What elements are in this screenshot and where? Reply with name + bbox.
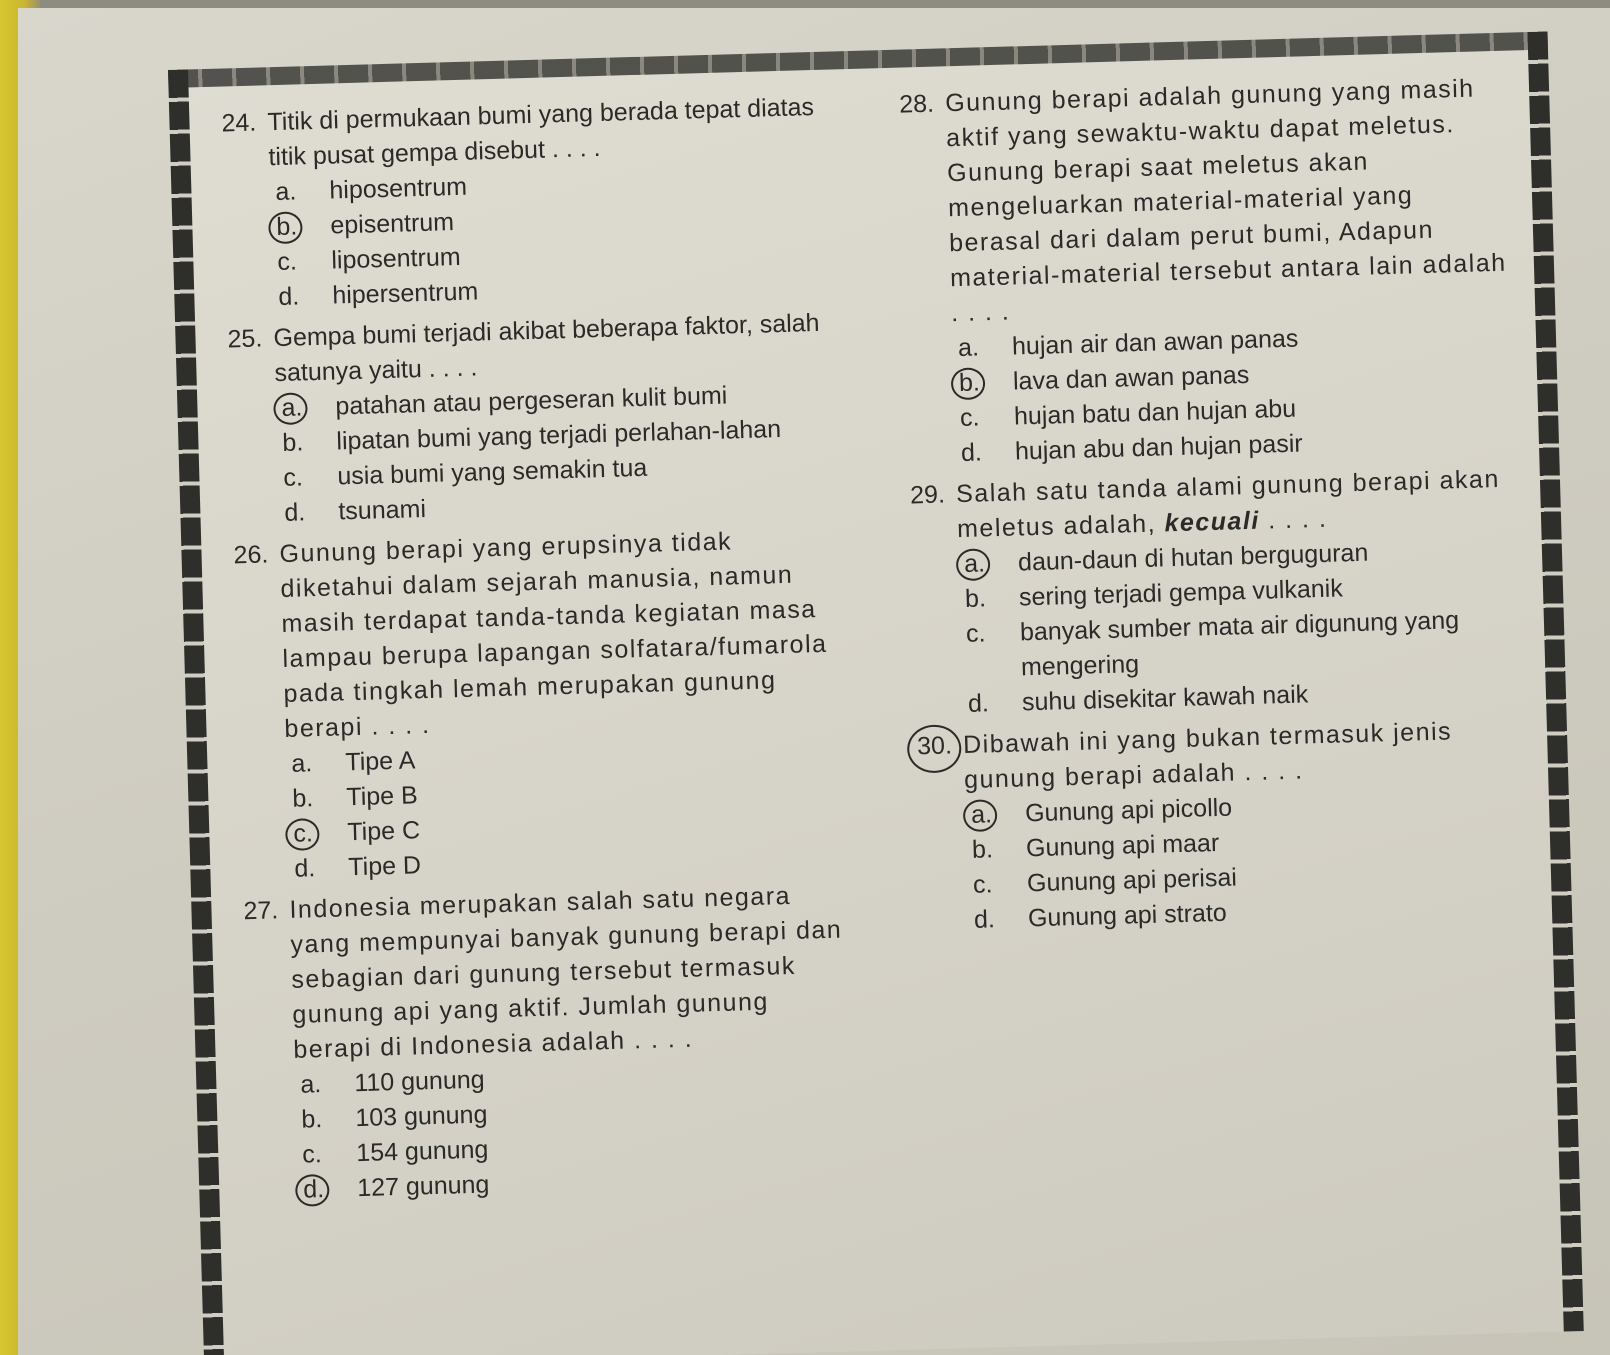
emphasis-word: kecuali <box>1164 506 1261 538</box>
right-column <box>899 71 1533 946</box>
question-text: Gempa bumi terjadi akibat beberapa faktor, salah satunya yaitu . . . . <box>273 308 820 388</box>
option-text: daun-daun di hutan berguguran <box>1017 538 1369 577</box>
page-border-left <box>168 69 224 1355</box>
option-label: c. <box>972 870 993 899</box>
option-text: lava dan awan panas <box>1012 360 1250 396</box>
option-label: c. <box>283 463 304 492</box>
option-text: episentrum <box>330 208 455 240</box>
option-label: d. <box>293 854 316 883</box>
option-text: sering terjadi gempa vulkanik <box>1018 574 1344 612</box>
option-text: Tipe D <box>347 851 422 882</box>
question-25 <box>227 306 833 533</box>
question-text: Gunung berapi adalah gunung yang masih aktif yang sewaktu-waktu dapat meletus. Gunung berapi saat meletus akan mengeluarkan material-material yang berasal dari dalam perut bumi, Adapun material-material tersebut antara lain adalah . . . . <box>944 74 1507 328</box>
option-label-circled: a. <box>281 389 336 425</box>
option-label-circled: c. <box>293 815 348 851</box>
option-text: hujan batu dan hujan abu <box>1013 394 1297 431</box>
question-number: 25. <box>227 324 263 354</box>
option-label: d. <box>973 905 996 934</box>
option-label: a. <box>957 333 980 363</box>
option-text: hujan abu dan hujan pasir <box>1014 429 1303 466</box>
option-label-circled: a. <box>964 545 1019 581</box>
option-label: c. <box>277 247 298 277</box>
option-label: a. <box>275 177 297 207</box>
question-number-circled: 30. <box>917 728 965 799</box>
left-column <box>221 90 852 1215</box>
option-text: liposentrum <box>330 242 461 275</box>
option-text: Tipe B <box>345 781 419 812</box>
option-label-circled: b. <box>959 365 1014 401</box>
option-text: patahan atau pergeseran kulit bumi <box>335 381 728 421</box>
option-label: c. <box>959 403 980 433</box>
question-number: 26. <box>233 540 269 570</box>
question-text: Dibawah ini yang bukan termasuk jenis gunung berapi adalah . . . . <box>962 717 1453 795</box>
option-label: d. <box>960 438 983 468</box>
option-text: tsunami <box>338 494 427 526</box>
question-26 <box>233 522 843 889</box>
question-text: Gunung berapi yang erupsinya tidak diketahui dalam sejarah manusia, namun masih terdapat tanda-tanda kegiatan masa lampau berupa lapangan solfatara/fumarola pada tingkah lemah merupakan gunung berapi . . . . <box>279 527 828 744</box>
question-number: 24. <box>221 108 257 138</box>
option-label: a. <box>299 1070 322 1099</box>
option-label: d. <box>284 498 306 527</box>
question-29 <box>910 461 1527 723</box>
option-text: Tipe A <box>345 746 416 777</box>
option-label-circled: a. <box>971 796 1026 832</box>
option-text: Gunung api picollo <box>1024 793 1233 828</box>
option-text: usia bumi yang semakin tua <box>337 453 648 491</box>
option-label: d. <box>967 689 990 718</box>
question-text: Titik di permukaan bumi yang berada tepat diatas titik pusat gempa disebut . . . . <box>267 92 815 172</box>
question-30 <box>917 712 1533 939</box>
option-text: 154 gunung <box>355 1135 489 1168</box>
option-text: hiposentrum <box>329 172 468 205</box>
option-text: Gunung api perisai <box>1026 863 1238 898</box>
worksheet-page <box>168 31 1584 1355</box>
option-text: Gunung api strato <box>1027 898 1228 933</box>
question-number: 27. <box>243 896 279 926</box>
option-label: c. <box>965 619 986 648</box>
option-text: hipersentrum <box>331 277 479 310</box>
option-text: Gunung api maar <box>1025 828 1220 863</box>
option-text: hujan air dan awan panas <box>1011 324 1299 361</box>
option-text: suhu disekitar kawah naik <box>1021 680 1309 717</box>
option-label: d. <box>277 282 300 312</box>
question-24 <box>221 90 827 317</box>
option-text: banyak sumber mata air digunung yang mengering <box>1019 606 1460 682</box>
option-label-circled: d. <box>303 1171 358 1207</box>
option-label: b. <box>964 584 987 613</box>
question-28 <box>899 71 1520 473</box>
option-text: Tipe C <box>346 816 421 847</box>
option-label: a. <box>291 749 313 778</box>
question-number: 29. <box>909 480 946 510</box>
option-text: 127 gunung <box>356 1170 490 1203</box>
paper-sheet <box>18 8 1610 1355</box>
question-text: Indonesia merupakan salah satu negara yang mempunyai banyak gunung berapi dan sebagian dari gunung tersebut termasuk gunung api yang aktif. Jumlah gunung berapi di Indonesia adalah . . . . <box>289 881 843 1064</box>
option-label: b. <box>300 1105 323 1134</box>
option-text: lipatan bumi yang terjadi perlahan-lahan <box>336 415 782 456</box>
option-label: b. <box>971 835 994 864</box>
question-number: 28. <box>898 89 935 119</box>
option-text: 110 gunung <box>353 1065 485 1098</box>
option-label: b. <box>282 428 304 457</box>
option-label-circled: b. <box>276 209 331 245</box>
question-27 <box>243 877 852 1209</box>
question-text-part: . . . . <box>1259 504 1328 535</box>
option-text: 103 gunung <box>354 1100 488 1133</box>
page-border-right <box>1527 31 1583 1331</box>
option-label: b. <box>292 784 314 813</box>
option-label: c. <box>301 1140 323 1169</box>
question-text-part: Salah satu tanda alami gunung berapi akan meletus adalah, <box>955 464 1501 544</box>
